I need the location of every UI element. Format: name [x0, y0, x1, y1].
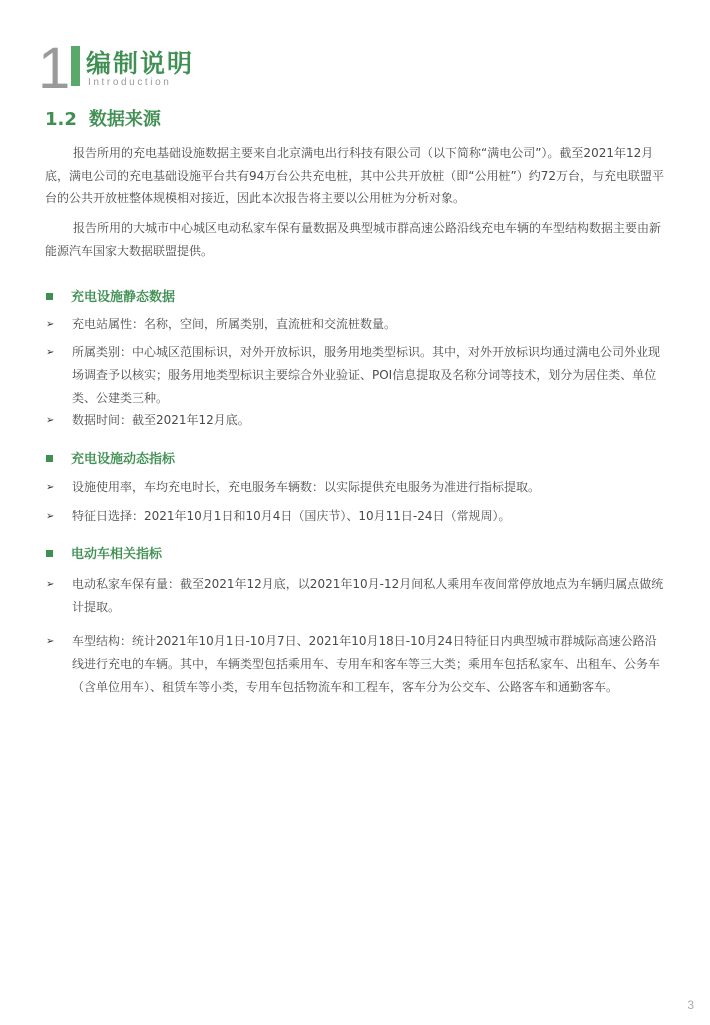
- page-number: 3: [687, 998, 694, 1012]
- chapter-title: 编制说明: [86, 49, 195, 78]
- list-item: [46, 409, 668, 432]
- list-item: [46, 630, 668, 699]
- arrowhead-bullet-icon: ➢: [46, 319, 55, 330]
- subsection-heading: [46, 448, 175, 467]
- list-item: [46, 341, 668, 410]
- arrowhead-bullet-icon: ➢: [46, 511, 55, 522]
- section-number: 1.2: [45, 109, 77, 130]
- section-title-text: 数据来源: [88, 109, 161, 130]
- intro-paragraph: 报告所用的大城市中心城区电动私家车保有量数据及典型城市群高速公路沿线充电车辆的车型结构数据主要由新能源汽车国家大数据联盟提供。: [45, 221, 662, 258]
- arrowhead-bullet-icon: ➢: [46, 415, 55, 426]
- list-item-text: 电动私家车保有量：截至2021年12月底，以2021年10月-12月间私人乘用车夜间常停放地点为车辆归属点做统计提取。: [72, 577, 664, 614]
- list-item-text: 特征日选择：2021年10月1日和10月4日（国庆节）、10月11日-24日（常规周）。: [72, 509, 511, 523]
- arrowhead-bullet-icon: ➢: [46, 579, 55, 590]
- chapter-subtitle: Introduction: [88, 77, 172, 88]
- subsection-heading: [46, 286, 175, 305]
- square-bullet-icon: [46, 455, 53, 462]
- list-item: [46, 476, 668, 499]
- subsection-heading-text: 电动车相关指标: [71, 547, 163, 562]
- list-item: [46, 505, 668, 528]
- chapter-accent-bar: [71, 46, 80, 86]
- list-item-text: 设施使用率，车均充电时长，充电服务车辆数：以实际提供充电服务为准进行指标提取。: [72, 480, 541, 494]
- arrowhead-bullet-icon: ➢: [46, 636, 55, 647]
- subsection-heading-text: 充电设施动态指标: [71, 452, 176, 467]
- square-bullet-icon: [46, 550, 53, 557]
- chapter-number: 1: [38, 36, 71, 101]
- list-item-text: 充电站属性：名称，空间，所属类别，直流桩和交流桩数量。: [72, 317, 397, 331]
- list-item: [46, 573, 668, 619]
- section-title: [45, 105, 161, 131]
- list-item: [46, 313, 668, 336]
- intro-paragraph: 报告所用的充电基础设施数据主要来自北京满电出行科技有限公司（以下简称“满电公司”）。截至2021年12月底，满电公司的充电基础设施平台共有94万台公共充电桩，其中公共开放桩（即“公用桩”）约72万台，与充电联盟平台的公共开放桩整体规模相对接近，因此本次报告将主要以公用桩为分析对象。: [45, 146, 664, 205]
- arrowhead-bullet-icon: ➢: [46, 482, 55, 493]
- list-item-text: 车型结构：统计2021年10月1日-10月7日、2021年10月18日-10月24日特征日内典型城市群城际高速公路沿线进行充电的车辆。其中，车辆类型包括乘用车、专用车和客车等三大类；乘用车包括私家车、出租车、公务车（含单位用车）、租赁车等小类，专用车包括物流车和工程车，客车分为公交车、公路客车和通勤客车。: [72, 634, 661, 694]
- subsection-heading-text: 充电设施静态数据: [71, 290, 176, 305]
- list-item-text: 所属类别：中心城区范围标识，对外开放标识，服务用地类型标识。其中，对外开放标识均通过满电公司外业现场调查予以核实；服务用地类型标识主要综合外业验证、POI信息提取及名称分词等技术，划分为居住类、单位类、公建类三种。: [72, 345, 661, 405]
- subsection-heading: [46, 543, 162, 562]
- arrowhead-bullet-icon: ➢: [46, 347, 55, 358]
- square-bullet-icon: [46, 293, 53, 300]
- list-item-text: 数据时间：截至2021年12月底。: [72, 413, 250, 427]
